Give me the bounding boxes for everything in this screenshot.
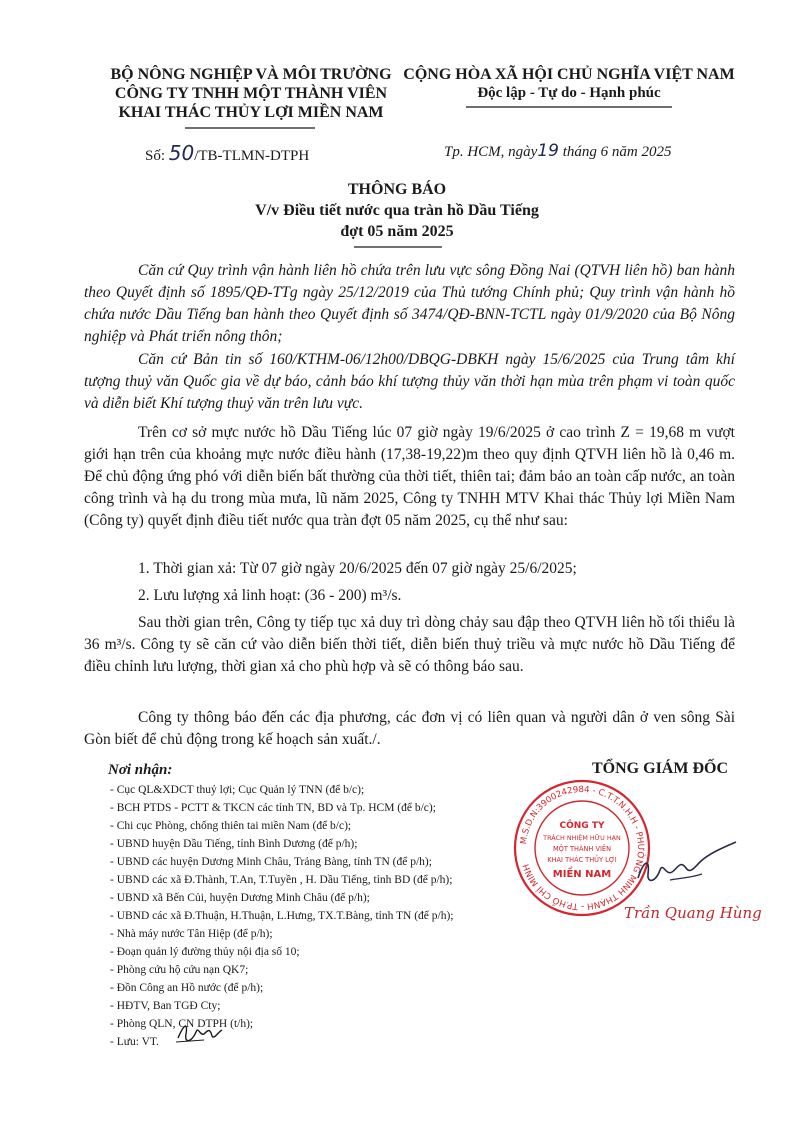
company-name-line2: KHAI THÁC THỦY LỢI MIỀN NAM: [118, 104, 384, 121]
date-prefix: Tp. HCM, ngày: [444, 144, 538, 160]
document-number-prefix: Số:: [145, 148, 166, 164]
body-paragraph-3: Công ty thông báo đến các địa phương, các đơn vị có liên quan và người dân ở ven sông Sài Gòn biết để chủ động trong kế hoạch sản xuất./.: [84, 709, 735, 748]
recipients-list: [110, 781, 550, 1051]
recipients-label: Nơi nhận:: [108, 762, 173, 778]
list-item: - Chi cục Phòng, chống thiên tai miền Nam (để b/c);: [110, 820, 352, 832]
body-paragraph-1: Trên cơ sở mực nước hồ Dầu Tiếng lúc 07 giờ ngày 19/6/2025 ở cao trình Z = 19,68 m vượt giới hạn trên của khoảng mực nước điều hành (17,38-19,22)m theo quy định QTVH liên hồ là 0,46 m. Để chủ động ứng phó với diễn biến bất thường của thời tiết, thiên tai; đảm bảo an toàn cấp nước, an toàn công trình và hạ du trong mùa mưa, lũ năm 2025, Công ty TNHH MTV Khai thác Thủy lợi Miền Nam (Công ty) quyết định điều tiết nước qua tràn đợt 05 năm 2025, cụ thể như sau:: [84, 424, 735, 529]
body-item-2: 2. Lưu lượng xả linh hoạt: (36 - 200) m³/s.: [138, 587, 402, 604]
list-item: - Phòng QLN, CN DTPH (t/h);: [110, 1018, 254, 1030]
title-underline: [354, 245, 442, 249]
nation-name: CỘNG HÒA XÃ HỘI CHỦ NGHĨA VIỆT NAM: [403, 66, 735, 83]
seal-line-2: TRÁCH NHIỆM HỮU HẠN: [543, 834, 621, 842]
motto-underline: [466, 105, 672, 109]
national-header: [398, 65, 740, 103]
document-date: [444, 141, 671, 161]
list-item: - Đoạn quản lý đường thủy nội địa số 10;: [110, 946, 300, 958]
initials-signature: [174, 1014, 226, 1048]
list-item: - Cục QL&XDCT thuỷ lợi; Cục Quản lý TNN (để b/c);: [110, 784, 365, 796]
document-number-handwritten: 50: [168, 141, 195, 165]
date-suffix: tháng 6 năm 2025: [562, 144, 672, 160]
director-signature: [630, 838, 740, 898]
national-motto: Độc lập - Tự do - Hạnh phúc: [477, 85, 661, 101]
seal-line-5: MIỀN NAM: [552, 869, 612, 880]
ministry-name: BỘ NÔNG NGHIỆP VÀ MÔI TRƯỜNG: [110, 66, 392, 83]
list-item: - Nhà máy nước Tân Hiệp (để p/h);: [110, 928, 273, 940]
seal-ring-text: M.S.D.N:3900242984 - C.T.T.N.H.H - PHƯỜNG MINH THẠNH - TP.HỒ CHÍ MINH: [519, 784, 646, 912]
notice-subject-round: đợt 05 năm 2025: [340, 223, 454, 240]
org-underline: [185, 126, 315, 130]
list-item: - UBND huyện Dầu Tiếng, tỉnh Bình Dương (để p/h);: [110, 838, 358, 850]
list-item: - UBND các xã Đ.Thành, T.An, T.Tuyền , H. Dầu Tiếng, tỉnh BD (để p/h);: [110, 874, 453, 886]
seal-line-1: CÔNG TY: [559, 821, 605, 831]
list-item: - Phòng cứu hộ cứu nạn QK7;: [110, 964, 249, 976]
company-name-line1: CÔNG TY TNHH MỘT THÀNH VIÊN: [114, 85, 388, 102]
issuing-organization: [86, 65, 416, 122]
seal-line-4: KHAI THÁC THỦY LỢI: [547, 856, 617, 864]
signer-name: Trần Quang Hùng: [624, 904, 762, 922]
body-item-1: 1. Thời gian xả: Từ 07 giờ ngày 20/6/2025 đến 07 giờ ngày 25/6/2025;: [138, 560, 577, 577]
signer-position: TỔNG GIÁM ĐỐC: [592, 760, 728, 777]
list-item: - UBND xã Bến Củi, huyện Dương Minh Châu (để p/h);: [110, 892, 370, 904]
legal-basis-1: Căn cứ Quy trình vận hành liên hồ chứa trên lưu vực sông Đồng Nai (QTVH liên hồ) ban hành theo Quyết định số 1895/QĐ-TTg ngày 25/12/2019 của Thủ tướng Chính phủ; Quy trình vận hành hồ chứa nước Dầu Tiếng ban hành theo Quyết định số 3474/QĐ-BNN-TCTL ngày 01/9/2020 của Bộ Nông nghiệp và Phát triển nông thôn;: [84, 262, 735, 345]
list-item: - UBND các huyện Dương Minh Châu, Trảng Bàng, tỉnh TN (để p/h);: [110, 856, 432, 868]
notice-title: THÔNG BÁO: [347, 181, 447, 198]
legal-basis-2: Căn cứ Bản tin số 160/KTHM-06/12h00/DBQG-DBKH ngày 15/6/2025 của Trung tâm khí tượng thuỷ văn Quốc gia về dự báo, cảnh báo khí tượng thủy văn thời hạn mùa trên phạm vi toàn quốc và diễn biết Khí tượng thuỷ văn trên lưu vực.: [84, 351, 735, 412]
seal-line-3: MỘT THÀNH VIÊN: [552, 845, 612, 853]
list-item: - Lưu: VT.: [110, 1036, 159, 1048]
date-day-handwritten: 19: [537, 141, 559, 161]
list-item: - HĐTV, Ban TGĐ Cty;: [110, 1000, 221, 1012]
list-item: - Đồn Công an Hồ nước (để p/h);: [110, 982, 264, 994]
list-item: - UBND các xã Đ.Thuận, H.Thuận, L.Hưng, TX.T.Bàng, tỉnh TN (để p/h);: [110, 910, 454, 922]
notice-subject: V/v Điều tiết nước qua tràn hồ Dầu Tiếng: [255, 202, 539, 219]
body-paragraph-2: Sau thời gian trên, Công ty tiếp tục xả duy trì dòng chảy sau đập theo QTVH liên hồ tối thiểu là 36 m³/s. Công ty sẽ căn cứ vào diễn biến thời tiết, diễn biến thuỷ triều và mực nước hồ Dầu Tiếng để điều chỉnh lưu lượng, thời gian xả cho phù hợp và sẽ có thông báo sau.: [84, 614, 735, 675]
list-item: - BCH PTDS - PCTT & TKCN các tỉnh TN, BD và Tp. HCM (để b/c);: [110, 802, 436, 814]
document-number: [145, 141, 309, 165]
document-number-suffix: /TB-TLMN-DTPH: [194, 148, 310, 164]
